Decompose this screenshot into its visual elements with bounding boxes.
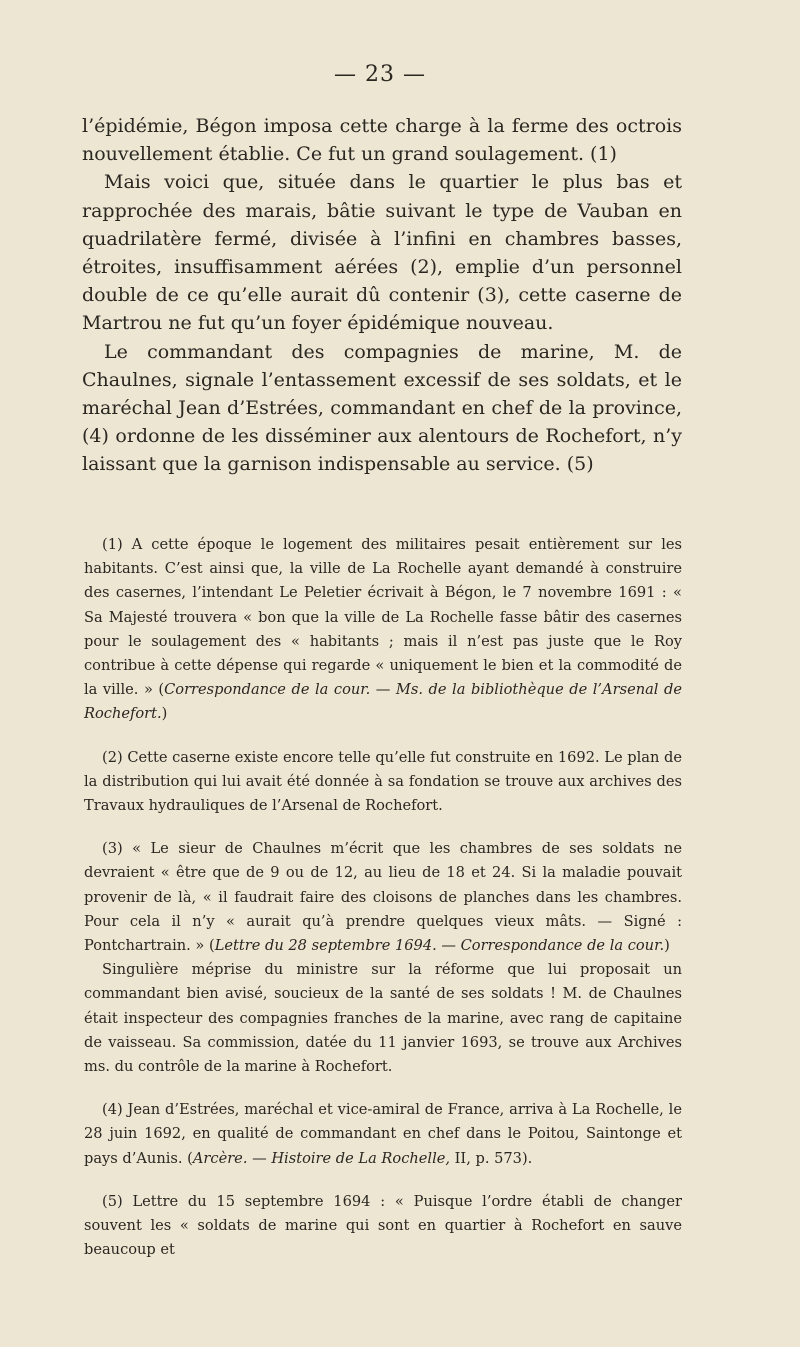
footnote-reference: Lettre du 28 septembre 1694. — Correspondance de la cour. [214, 937, 665, 955]
footnote-5 [84, 1190, 682, 1263]
footnote-2 [84, 746, 682, 819]
footnote-text: (4) Jean d’Estrées, maréchal et vice-amiral de France, arriva à La Rochelle, le 28 juin 1692, en qualité de commandant en chef dans le Poitou, Saintonge et pays d’Aunis. ( [84, 1101, 682, 1167]
footnote-text: (5) Lettre du 15 septembre 1694 : « Puisque l’ordre établi de changer souvent les « soldats de marine qui sont en quartier à Rochefort en sauve beaucoup et [84, 1192, 682, 1259]
paragraph: l’épidémie, Bégon imposa cette charge à la ferme des octrois nouvellement établie. Ce fut un grand soulagement. (1) [82, 115, 682, 166]
paragraph: Le commandant des compagnies de marine, M. de Chaulnes, signale l’entassement excessif de ses soldats, et le maréchal Jean d’Estrées, commandant en chef de la province, (4) ordonne de les disséminer aux alentours de Rochefort, n’y laissant que la garnison indispensable au service. (5) [82, 340, 682, 476]
footnote-text: (3) « Le sieur de Chaulnes m’écrit que les chambres de ses soldats ne devraient « être que de 9 ou de 12, au lieu de 18 et 24. Si la maladie pouvait provenir de là, « il faudrait faire des cloisons de planches dans les chambres. Pour cela il n’y « aurait qu’à prendre quelques vieux mâts. — Signé : Pontchartrain. » ( [84, 840, 682, 955]
paragraph: Mais voici que, située dans le quartier le plus bas et rapprochée des marais, bâtie suivant le type de Vauban en quadrilatère fermé, divisée à l’infini en chambres basses, étroites, insuffisamment aérées (2), emplie d’un personnel double de ce qu’elle aurait dû contenir (3), cette caserne de Martrou ne fut qu’un foyer épidémique nouveau. [82, 171, 682, 335]
footnote-reference: Histoire de La Rochelle, [271, 1149, 451, 1167]
footnote-text: (2) Cette caserne existe encore telle qu’elle fut construite en 1692. Le plan de la distribution qui lui avait été donnée à sa fondation se trouve aux archives des Travaux hydrauliques de l’Arsenal de Rochefort. [84, 748, 682, 815]
footnote-text: — [247, 1149, 272, 1167]
footnote-text: (1) A cette époque le logement des militaires pesait entièrement sur les habitants. C’est ainsi que, la ville de La Rochelle ayant demandé à construire des casernes, l’intendant Le Peletier écrivait à Bégon, le 7 novembre 1691 : « Sa Majesté trouvera « bon que la ville de La Rochelle fasse bâtir des casernes pour le soulagement des « habitants ; mais il n’est pas juste que le Roy contribue à cette dépense qui regarde « uniquement le bien et la commodité de la ville. » ( [84, 536, 682, 699]
footnote-3 [84, 837, 682, 958]
footnote-text: II, p. 573). [450, 1149, 533, 1167]
footnote-text: Singulière méprise du ministre sur la réforme que lui proposait un commandant bien avisé, soucieux de la santé de ses soldats ! M. de Chaulnes était inspecteur des compagnies franches de la marine, avec rang de capitaine de vaisseau. Sa commission, datée du 11 janvier 1693, se trouve aux Archives ms. du contrôle de la marine à Rochefort. [84, 961, 682, 1076]
footnote-1 [84, 533, 682, 727]
footnote-reference: Correspondance de la cour. — Ms. de la bibliothèque de l’Arsenal de Rochefort. [84, 681, 682, 723]
main-text [82, 112, 682, 479]
footnote-text: ) [161, 705, 168, 723]
page-number: — 23 — [334, 62, 426, 87]
footnote-reference: Arcère. [192, 1149, 248, 1167]
footnote-4 [84, 1098, 682, 1171]
footnote-text: ) [664, 937, 670, 955]
footnote-3-continuation [84, 958, 682, 1079]
footnotes [84, 533, 682, 1281]
